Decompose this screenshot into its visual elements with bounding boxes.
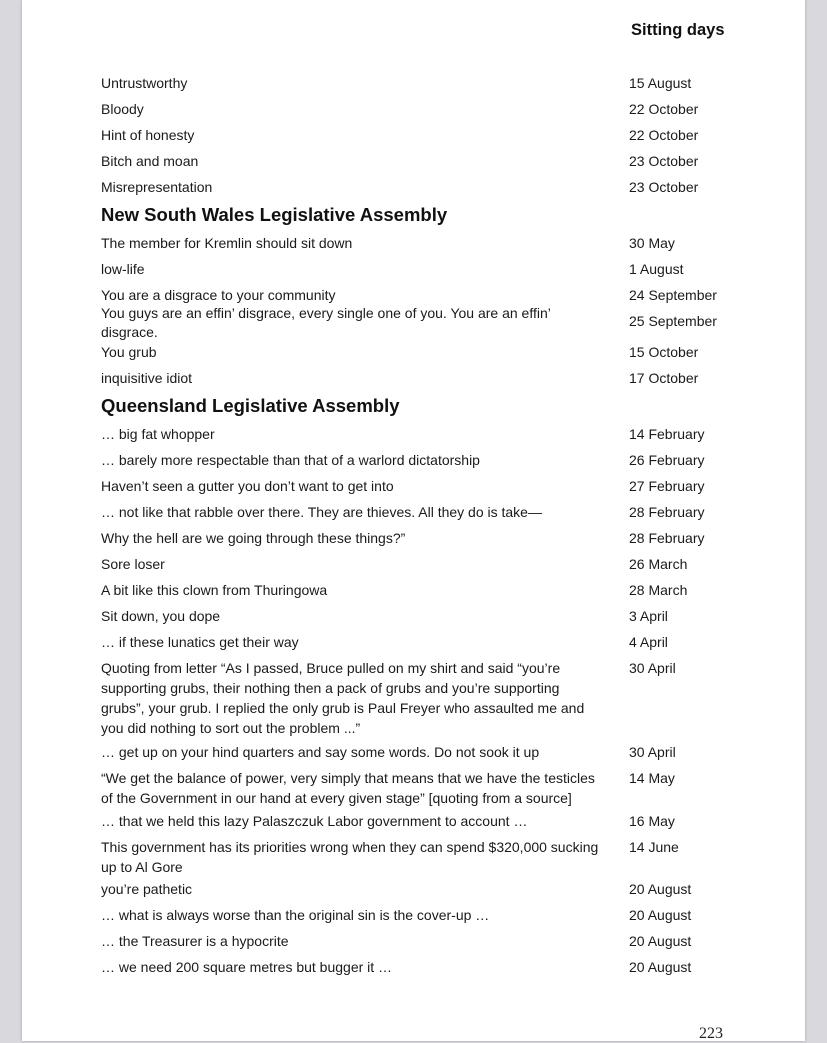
date-cell: 17 October xyxy=(629,370,699,386)
phrase-cell: Quoting from letter “As I passed, Bruce pulled on my shirt and said “you’re supporting grubs, their nothing then a pack of grubs and you’re supporting grubs”, your grub. I replied the only grub is Paul Freyer who assaulted me and you did nothing to sort out the problem ...” xyxy=(101,660,585,736)
date-cell: 28 March xyxy=(629,582,688,598)
phrase-cell: … big fat whopper xyxy=(101,426,215,442)
date-cell: 22 October xyxy=(629,101,699,117)
phrase-cell: … if these lunatics get their way xyxy=(101,634,299,650)
date-cell: 14 May xyxy=(629,770,675,786)
phrase-cell: … that we held this lazy Palaszczuk Labor government to account … xyxy=(101,813,528,829)
phrase-cell: … we need 200 square metres but bugger it … xyxy=(101,959,393,975)
phrase-cell: Misrepresentation xyxy=(101,179,213,195)
section-title-nsw: New South Wales Legislative Assembly xyxy=(101,204,448,225)
date-cell: 20 August xyxy=(629,959,692,975)
date-cell: 26 February xyxy=(629,452,705,468)
phrase-cell: This government has its priorities wrong when they can spend $320,000 sucking up to Al Gore xyxy=(101,839,599,875)
date-cell: 20 August xyxy=(629,881,692,897)
date-cell: 28 February xyxy=(629,504,705,520)
column-header-sitting-days: Sitting days xyxy=(631,21,725,39)
date-cell: 30 April xyxy=(629,744,676,760)
date-cell: 1 August xyxy=(629,261,684,277)
date-cell: 30 April xyxy=(629,660,676,676)
date-cell: 28 February xyxy=(629,530,705,546)
page-number: 223 xyxy=(699,1025,723,1042)
phrase-cell: “We get the balance of power, very simply that means that we have the testicles of the Government in our hand at every given stage” [quoting from a source] xyxy=(101,770,595,806)
phrase-cell: … what is always worse than the original sin is the cover-up … xyxy=(101,907,490,923)
date-cell: 30 May xyxy=(629,235,675,251)
phrase-cell: You are a disgrace to your community xyxy=(101,287,336,303)
date-cell: 26 March xyxy=(629,556,688,572)
date-cell: 23 October xyxy=(629,153,699,169)
date-cell: 15 October xyxy=(629,344,699,360)
phrase-cell: You grub xyxy=(101,344,157,360)
phrase-cell: … the Treasurer is a hypocrite xyxy=(101,933,289,949)
phrase-cell: … not like that rabble over there. They are thieves. All they do is take— xyxy=(101,504,542,520)
date-cell: 24 September xyxy=(629,287,717,303)
date-cell: 27 February xyxy=(629,478,705,494)
phrase-cell: … barely more respectable than that of a warlord dictatorship xyxy=(101,452,480,468)
date-cell: 23 October xyxy=(629,179,699,195)
phrase-cell: A bit like this clown from Thuringowa xyxy=(101,582,328,598)
phrase-cell: Untrustworthy xyxy=(101,75,188,91)
phrase-cell: inquisitive idiot xyxy=(101,370,193,386)
phrase-cell: Hint of honesty xyxy=(101,127,195,143)
date-cell: 3 April xyxy=(629,608,668,624)
date-cell: 15 August xyxy=(629,75,692,91)
date-cell: 4 April xyxy=(629,634,668,650)
date-cell: 22 October xyxy=(629,127,699,143)
date-cell: 25 September xyxy=(629,313,717,329)
document-page xyxy=(22,0,805,1041)
section-title-qld: Queensland Legislative Assembly xyxy=(101,395,400,416)
phrase-cell: low-life xyxy=(101,261,145,277)
phrase-cell: … get up on your hind quarters and say some words. Do not sook it up xyxy=(101,744,540,760)
date-cell: 14 February xyxy=(629,426,705,442)
date-cell: 16 May xyxy=(629,813,675,829)
phrase-cell: You guys are an effin’ disgrace, every single one of you. You are an effin’ disgrace. xyxy=(101,305,551,340)
phrase-cell: Bitch and moan xyxy=(101,153,199,169)
phrase-cell: you’re pathetic xyxy=(101,881,193,897)
date-cell: 20 August xyxy=(629,907,692,923)
phrase-cell: Sore loser xyxy=(101,556,165,572)
phrase-cell: Why the hell are we going through these things?” xyxy=(101,530,406,546)
phrase-cell: Sit down, you dope xyxy=(101,608,221,624)
date-cell: 20 August xyxy=(629,933,692,949)
phrase-cell: The member for Kremlin should sit down xyxy=(101,235,353,251)
date-cell: 14 June xyxy=(629,839,679,855)
phrase-cell: Haven’t seen a gutter you don’t want to get into xyxy=(101,478,394,494)
phrase-cell: Bloody xyxy=(101,101,144,117)
